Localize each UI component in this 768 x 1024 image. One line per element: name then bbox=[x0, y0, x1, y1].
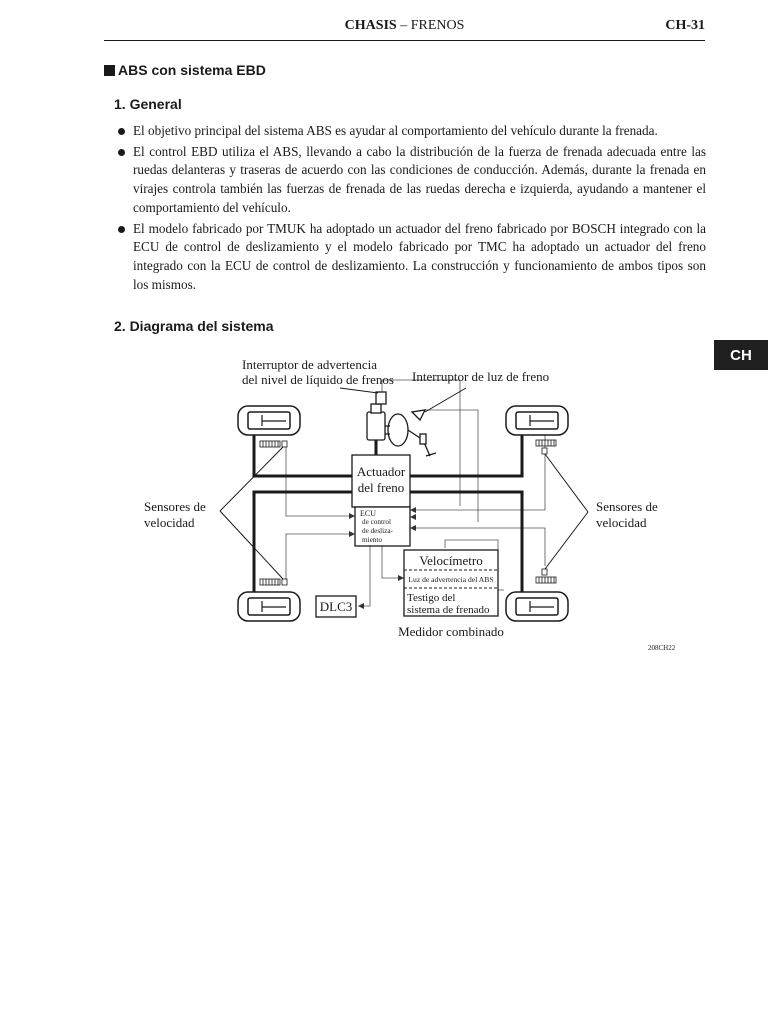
speed-sensors-right-label-1: Sensores de bbox=[596, 499, 658, 514]
brake-indicator-label-2: sistema de frenado bbox=[407, 604, 490, 616]
abs-warning-light-label: Luz de advertencia del ABS bbox=[408, 575, 494, 584]
wire-front-right-sensor bbox=[410, 427, 545, 510]
ecu-label-2: de control bbox=[362, 518, 391, 526]
figure-code: 208CH22 bbox=[648, 644, 676, 652]
wire-brake-light-switch bbox=[425, 410, 478, 522]
speed-sensor-front-right bbox=[536, 440, 556, 454]
actuator-label-2: del freno bbox=[357, 480, 405, 495]
brake-light-switch-label: Interruptor de luz de freno bbox=[412, 369, 550, 384]
speedometer-label: Velocímetro bbox=[419, 553, 483, 568]
page-number: CH-31 bbox=[665, 18, 705, 33]
bullet-text: El objetivo principal del sistema ABS es ayudar al comportamiento del vehículo durante la frenada. bbox=[133, 123, 658, 138]
wire-front-left-sensor bbox=[286, 444, 355, 516]
wheel-front-right bbox=[506, 406, 568, 435]
bullet-text: El modelo fabricado por TMUK ha adoptado un actuador del freno fabricado por BOSCH integrado con la ECU de control de deslizamiento y el modelo fabricado por TMC ha adoptado un actuador del freno integrado con la ECU de control de deslizamiento. La construcción y funcionamiento de ambos tipos son los mismos. bbox=[133, 220, 706, 292]
wire-dlc3 bbox=[358, 546, 370, 606]
wheel-rear-left bbox=[238, 592, 300, 621]
wire-rear-left-sensor bbox=[286, 534, 355, 580]
wheel-front-left bbox=[238, 406, 300, 435]
brake-pedal-icon bbox=[408, 410, 436, 456]
brake-indicator-label-1: Testigo del bbox=[407, 592, 456, 604]
section-title-text: ABS con sistema EBD bbox=[118, 62, 266, 78]
fluid-level-switch-label-1: Interruptor de advertencia bbox=[242, 357, 377, 372]
ecu-label-4: miento bbox=[362, 536, 382, 544]
speed-sensors-left-label-2: velocidad bbox=[144, 515, 195, 530]
wheel-rear-right bbox=[506, 592, 568, 621]
speed-sensors-right-label-2: velocidad bbox=[596, 515, 647, 530]
master-cylinder-icon bbox=[367, 392, 408, 446]
chapter-tab: CH bbox=[714, 340, 768, 370]
fluid-level-switch-label-2: del nivel de líquido de frenos bbox=[242, 372, 394, 387]
header-chapter: CHASIS bbox=[344, 18, 397, 33]
switch-leader-lines bbox=[340, 388, 466, 412]
actuator-label-1: Actuador bbox=[356, 464, 406, 479]
speed-sensor-rear-right bbox=[536, 569, 556, 583]
speed-sensors-left-label-1: Sensores de bbox=[144, 499, 206, 514]
ecu-label-1: ECU bbox=[360, 509, 376, 518]
general-heading: 1. General bbox=[114, 96, 182, 112]
ecu-label-3: de desliza- bbox=[362, 527, 393, 535]
header-section: FRENOS bbox=[410, 18, 465, 33]
dlc3-label: DLC3 bbox=[319, 599, 353, 614]
bullet-text: El control EBD utiliza el ABS, llevando a cabo la distribución de la fuerza de frenada adecuada entre las ruedas delanteras y traseras de acuerdo con las condiciones de conducción. Además, durante la frenada en virajes controla también las fuerzas de frenada de las ruedas derecha e izquierda, ayudando a mantener el comportamiento del vehículo. bbox=[133, 143, 706, 215]
header-separator: – bbox=[396, 18, 411, 33]
diagram-heading: 2. Diagrama del sistema bbox=[114, 318, 274, 334]
combination-meter-label: Medidor combinado bbox=[398, 624, 504, 639]
speed-sensor-front-left bbox=[260, 441, 287, 447]
wire-abs-light bbox=[382, 546, 404, 578]
speed-sensor-rear-left bbox=[260, 579, 287, 585]
